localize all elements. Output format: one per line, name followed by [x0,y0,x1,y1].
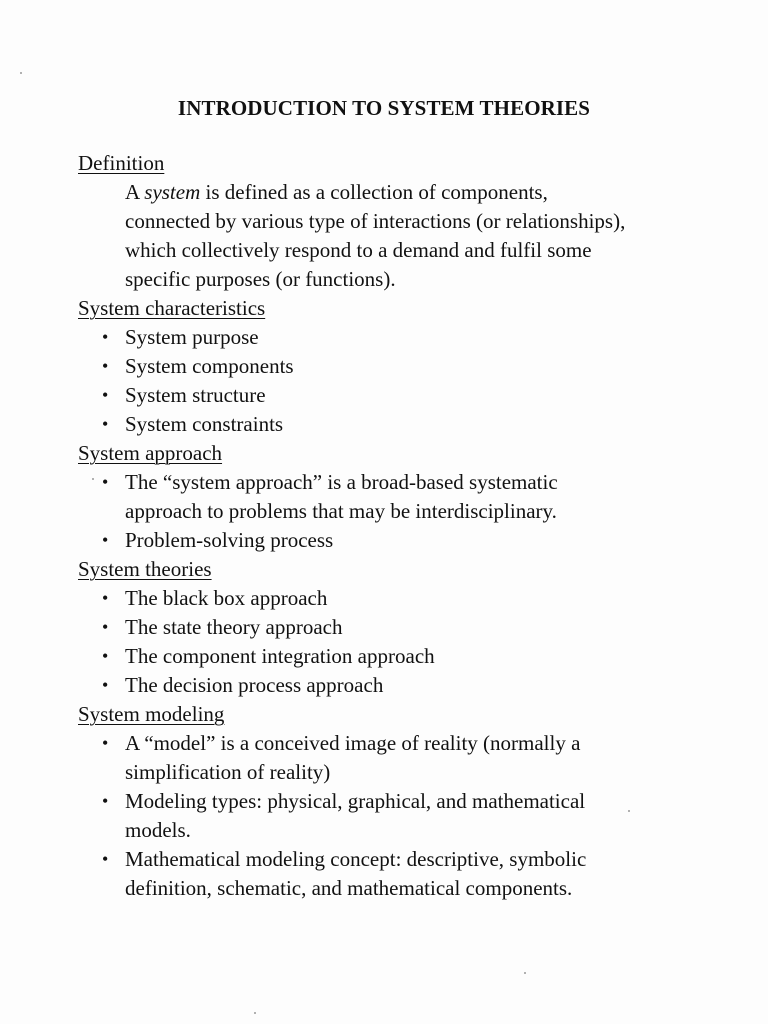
bullet-icon: • [102,472,109,492]
bullet-icon: • [102,356,109,376]
scan-speck [20,72,22,74]
bullet-icon: • [102,733,109,753]
list-item-text: A “model” is a conceived image of reality (normally a [125,731,581,755]
bullet-icon: • [102,675,109,695]
list-item [78,642,718,671]
bullet-icon: • [102,327,109,347]
scan-speck [92,478,94,480]
list-item [78,526,718,555]
definition-line-1 [125,178,718,207]
list-item [78,613,718,642]
list-item [78,381,718,410]
bullet-icon: • [102,791,109,811]
approach-list [78,468,718,555]
heading-system-theories: System theories [78,557,212,581]
bullet-icon: • [102,588,109,608]
list-item-text: The black box approach [125,586,328,610]
list-item-text: simplification of reality) [125,760,331,784]
list-item-text: The state theory approach [125,615,343,639]
scan-speck [524,972,526,974]
list-item-text: approach to problems that may be interdisciplinary. [125,499,557,523]
heading-system-modeling: System modeling [78,702,225,726]
list-item [78,671,718,700]
list-item [78,729,718,787]
definition-text: is defined as a collection of components, [200,180,548,204]
bullet-icon: • [102,530,109,550]
definition-emphasis: system [144,180,201,204]
scan-speck [254,1012,256,1014]
list-item-text: System purpose [125,325,259,349]
heading-system-characteristics: System characteristics [78,296,266,320]
list-item-text: System constraints [125,412,284,436]
modeling-list [78,729,718,903]
bullet-icon: • [102,646,109,666]
list-item [78,323,718,352]
bullet-icon: • [102,385,109,405]
list-item-text: Modeling types: physical, graphical, and mathematical [125,789,586,813]
bullet-icon: • [102,849,109,869]
characteristics-list [78,323,718,439]
list-item [78,845,718,903]
heading-definition: Definition [78,151,165,175]
list-item-text: The “system approach” is a broad-based systematic [125,470,558,494]
list-item-text: definition, schematic, and mathematical components. [125,876,573,900]
definition-paragraph [78,178,718,294]
page-title: INTRODUCTION TO SYSTEM THEORIES [177,96,591,120]
list-item-text: Problem-solving process [125,528,334,552]
document-body [78,149,718,903]
list-item [78,468,718,526]
list-item-text: System structure [125,383,266,407]
bullet-icon: • [102,414,109,434]
bullet-icon: • [102,617,109,637]
list-item [78,410,718,439]
list-item [78,584,718,613]
heading-system-approach: System approach [78,441,223,465]
list-item-text: The component integration approach [125,644,435,668]
list-item [78,352,718,381]
definition-line-3: which collectively respond to a demand and fulfil some [125,238,592,262]
definition-text: A [125,180,145,204]
list-item-text: System components [125,354,294,378]
list-item-text: models. [125,818,191,842]
definition-line-4: specific purposes (or functions). [125,267,396,291]
list-item-text: The decision process approach [125,673,384,697]
list-item-text: Mathematical modeling concept: descriptive, symbolic [125,847,587,871]
definition-line-2: connected by various type of interactions (or relationships), [125,209,626,233]
scan-speck [628,810,630,812]
list-item [78,787,718,845]
theories-list [78,584,718,700]
